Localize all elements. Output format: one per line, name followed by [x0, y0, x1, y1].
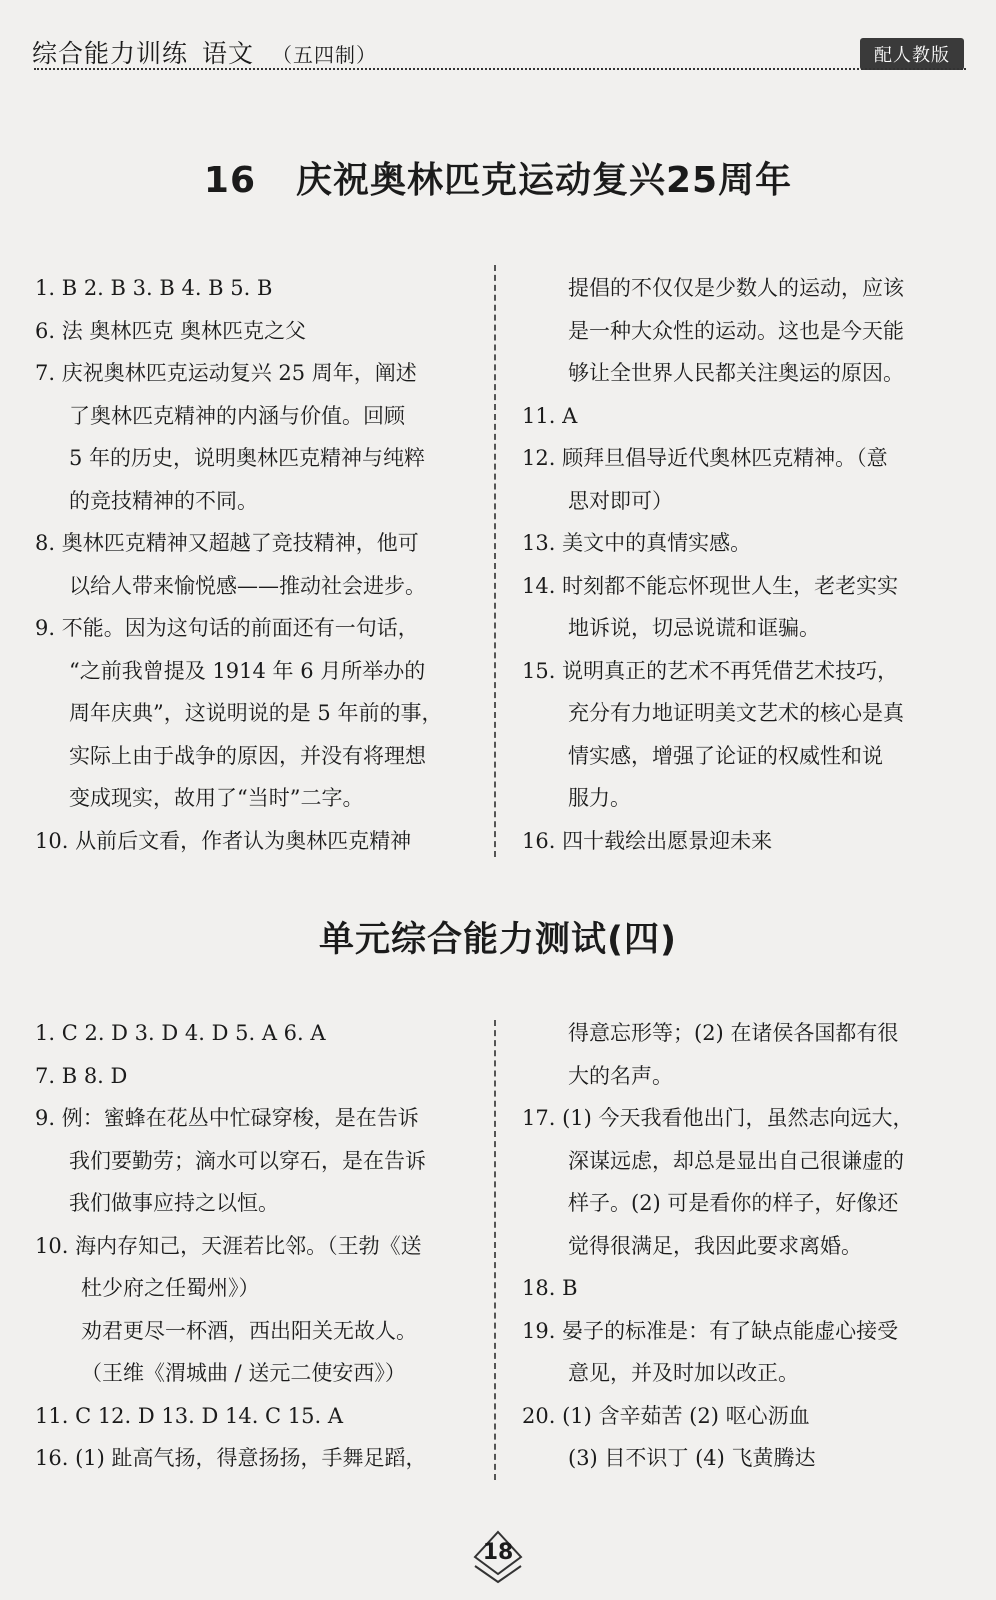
answer-line: 情实感，增强了论证的权威性和说	[568, 743, 883, 768]
section-title-text: 庆祝奥林匹克运动复兴25周年	[296, 160, 793, 201]
answer-line: 大的名声。	[568, 1063, 673, 1088]
answer-line: 杜少府之任蜀州》）	[81, 1276, 260, 1300]
answer-line: 变成现实，故用了“当时”二字。	[69, 786, 364, 810]
answer-line: 劝君更尽一杯酒，西出阳关无故人。	[81, 1318, 417, 1343]
section-title	[0, 152, 996, 203]
answer-line: 11. A	[522, 403, 578, 428]
answer-line: 思对即可）	[568, 488, 673, 513]
answer-line: 1. C 2. D 3. D 4. D 5. A 6. A	[35, 1021, 326, 1045]
answer-line: 我们要勤劳；滴水可以穿石，是在告诉	[69, 1148, 426, 1173]
test-answers-column-left	[35, 1012, 475, 1480]
answer-line: 够让全世界人民都关注奥运的原因。	[568, 361, 904, 385]
answer-line: 13. 美文中的真情实感。	[522, 531, 752, 555]
answer-line: 17. (1) 今天我看他出门，虽然志向远大，	[522, 1106, 914, 1130]
answer-line: 服力。	[568, 786, 631, 810]
answer-line: 的竞技精神的不同。	[69, 488, 258, 513]
answer-line: 7. B 8. D	[35, 1063, 128, 1088]
unit-test-title: 单元综合能力测试(四)	[319, 920, 677, 960]
answer-line: 提倡的不仅仅是少数人的运动，应该	[568, 276, 904, 300]
answer-line: 了奥林匹克精神的内涵与价值。回顾	[69, 403, 405, 428]
edition-label: （五四制）	[272, 43, 378, 67]
answer-line: 以给人带来愉悦感——推动社会进步。	[69, 573, 426, 598]
answers-column-left	[35, 267, 475, 862]
answer-line: 12. 顾拜旦倡导近代奥林匹克精神。（意	[522, 446, 888, 470]
answer-line: 是一种大众性的运动。这也是今天能	[568, 318, 904, 343]
answer-line: 9. 例：蜜蜂在花丛中忙碌穿梭，是在告诉	[35, 1106, 419, 1130]
answer-line: 19. 晏子的标准是：有了缺点能虚心接受	[522, 1318, 899, 1343]
page-number: 18	[482, 1540, 514, 1565]
column-divider	[494, 1020, 496, 1480]
section-number: 16	[203, 160, 256, 201]
answer-line: 18. B	[522, 1276, 578, 1300]
answer-line: 样子。(2) 可是看你的样子，好像还	[568, 1191, 899, 1215]
answer-line: 16. (1) 趾高气扬，得意扬扬，手舞足蹈，	[35, 1446, 427, 1470]
header-title	[32, 34, 377, 70]
answer-line: 觉得很满足，我因此要求离婚。	[568, 1233, 862, 1258]
answer-line: 周年庆典”，这说明说的是 5 年前的事，	[69, 701, 443, 725]
answer-line: 16. 四十载绘出愿景迎未来	[522, 828, 773, 853]
answer-line: 充分有力地证明美文艺术的核心是真	[568, 701, 904, 725]
answer-line: “之前我曾提及 1914 年 6 月所举办的	[69, 658, 426, 683]
answer-line: 14. 时刻都不能忘怀现世人生，老老实实	[522, 573, 899, 598]
answer-line: 10. 从前后文看，作者认为奥林匹克精神	[35, 828, 412, 853]
answer-line: 5 年的历史，说明奥林匹克精神与纯粹	[69, 446, 426, 470]
answer-line: 地诉说，切忌说谎和诓骗。	[568, 616, 820, 640]
answer-line: 深谋远虑，却总是显出自己很谦虚的	[568, 1148, 904, 1173]
answer-line: 得意忘形等；(2) 在诸侯各国都有很	[568, 1021, 899, 1045]
answer-line: 20. (1) 含辛茹苦 (2) 呕心沥血	[522, 1403, 810, 1428]
book-title: 综合能力训练	[32, 39, 189, 68]
answer-line: 8. 奥林匹克精神又超越了竞技精神，他可	[35, 531, 419, 555]
answer-line: 10. 海内存知己，天涯若比邻。（王勃《送	[35, 1233, 422, 1258]
answer-line: 11. C 12. D 13. D 14. C 15. A	[35, 1403, 344, 1428]
answer-line: 意见，并及时加以改正。	[568, 1361, 799, 1385]
answer-line: 1. B 2. B 3. B 4. B 5. B	[35, 276, 273, 300]
answer-line: 我们做事应持之以恒。	[69, 1191, 279, 1215]
subject-label: 语文	[202, 39, 255, 68]
answer-line: 7. 庆祝奥林匹克运动复兴 25 周年，阐述	[35, 361, 417, 385]
answer-line: 15. 说明真正的艺术不再凭借艺术技巧，	[522, 658, 899, 683]
answers-column-right	[522, 267, 962, 862]
answer-line: (3) 目不识丁 (4) 飞黄腾达	[568, 1446, 816, 1470]
answer-line: 9. 不能。因为这句话的前面还有一句话，	[35, 616, 419, 640]
column-divider	[494, 265, 496, 857]
header-divider	[34, 68, 966, 70]
answer-line: 6. 法 奥林匹克 奥林匹克之父	[35, 318, 307, 343]
edition-badge: 配人教版	[860, 38, 964, 70]
answer-line: （王维《渭城曲 / 送元二使安西》）	[81, 1361, 406, 1385]
test-answers-column-right	[522, 1012, 962, 1480]
answer-line: 实际上由于战争的原因，并没有将理想	[69, 743, 426, 768]
